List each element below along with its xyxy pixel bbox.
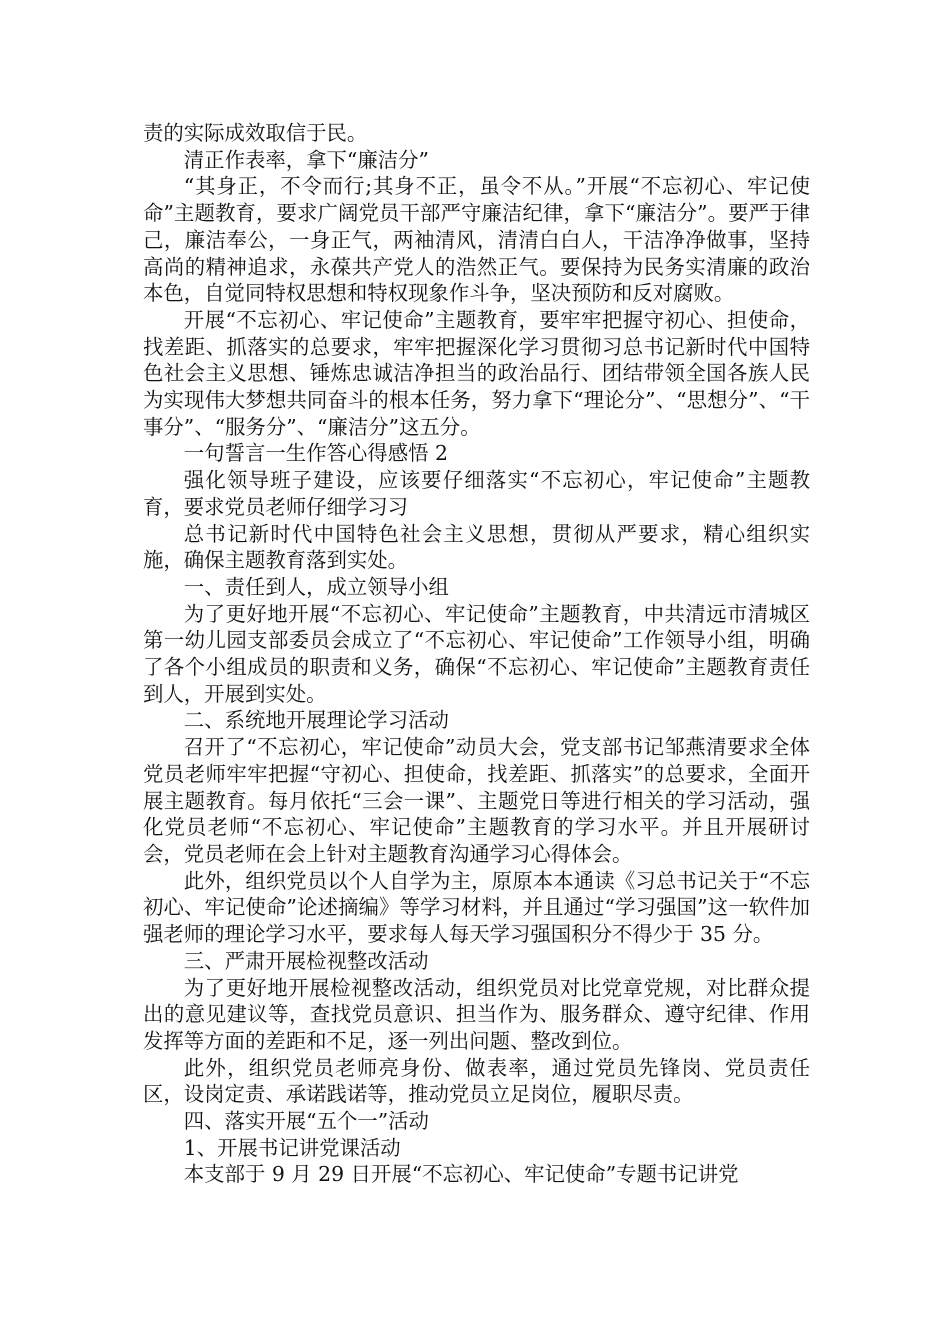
paragraph: “其身正，不令而行;其身不正，虽令不从。”开展“不忘初心、牢记使命”主题教育，要求广阔党员干部严守廉洁纪律，拿下“廉洁分”。要严于律己，廉洁奉公，一身正气，两袖清风，清清白白人，干洁净净做事，坚持高尚的精神追求，永葆共产党人的浩然正气。要保持为民务实清廉的政治本色，自觉同特权思想和特权现象作斗争，坚决预防和反对腐败。 [143, 174, 810, 306]
paragraph: 本支部于 9 月 29 日开展“不忘初心、牢记使命”专题书记讲党 [183, 1162, 739, 1187]
paragraph: 强化领导班子建设，应该要仔细落实“不忘初心，牢记使命”主题教育，要求党员老师仔细学习习 [143, 468, 810, 519]
document-title: 一句誓言一生作答心得感悟 2 [183, 441, 448, 466]
paragraph: 召开了“不忘初心，牢记使命”动员大会，党支部书记邹燕清要求全体党员老师牢牢把握“守初心、担使命，找差距、抓落实”的总要求，全面开展主题教育。每月依托“三会一课”、主题党日等进行相关的学习活动，强化党员老师“不忘初心、牢记使命”主题教育的学习水平。并且开展研讨会，党员老师在会上针对主题教育沟通学习心得体会。 [143, 735, 810, 866]
section-heading: 三、严肃开展检视整改活动 [183, 948, 429, 973]
paragraph: 总书记新时代中国特色社会主义思想，贯彻从严要求，精心组织实施，确保主题教育落到实处。 [143, 521, 810, 573]
paragraph: 为了更好地开展“不忘初心、牢记使命”主题教育，中共清远市清城区第一幼儿园支部委员会成立了“不忘初心、牢记使命”工作领导小组，明确了各个小组成员的职责和义务，确保“不忘初心、牢记使命”主题教育责任到人，开展到实处。 [143, 601, 810, 706]
section-heading: 二、系统地开展理论学习活动 [183, 708, 449, 733]
document-body [143, 120, 810, 1188]
section-heading: 一、责任到人，成立领导小组 [183, 574, 449, 599]
subsection-heading: 1、开展书记讲党课活动 [183, 1135, 401, 1160]
section-heading: 清正作表率，拿下“廉洁分” [183, 147, 429, 172]
paragraph: 为了更好地开展检视整改活动，组织党员对比党章党规，对比群众提出的意见建议等，查找党员意识、担当作为、服务群众、遵守纪律、作用发挥等方面的差距和不足，逐一列出问题、整改到位。 [143, 975, 810, 1053]
paragraph: 开展“不忘初心、牢记使命”主题教育，要牢牢把握守初心、担使命，找差距、抓落实的总要求，牢牢把握深化学习贯彻习总书记新时代中国特色社会主义思想、锤炼忠诚洁净担当的政治品行、团结带领全国各族人民为实现伟大梦想共同奋斗的根本任务，努力拿下“理论分”、“思想分”、“干事分”、“服务分”、“廉洁分”这五分。 [143, 307, 810, 439]
paragraph: 责的实际成效取信于民。 [143, 121, 368, 145]
paragraph: 此外，组织党员以个人自学为主，原原本本通读《习总书记关于“不忘初心、牢记使命”论述摘编》等学习材料，并且通过“学习强国”这一软件加强老师的理论学习水平，要求每人每天学习强国积分不得少于 35 分。 [143, 868, 810, 947]
paragraph: 此外，组织党员老师亮身份、做表率，通过党员先锋岗、党员责任区，设岗定责、承诺践诺等，推动党员立足岗位，履职尽责。 [143, 1055, 810, 1107]
section-heading: 四、落实开展“五个一”活动 [183, 1109, 429, 1134]
